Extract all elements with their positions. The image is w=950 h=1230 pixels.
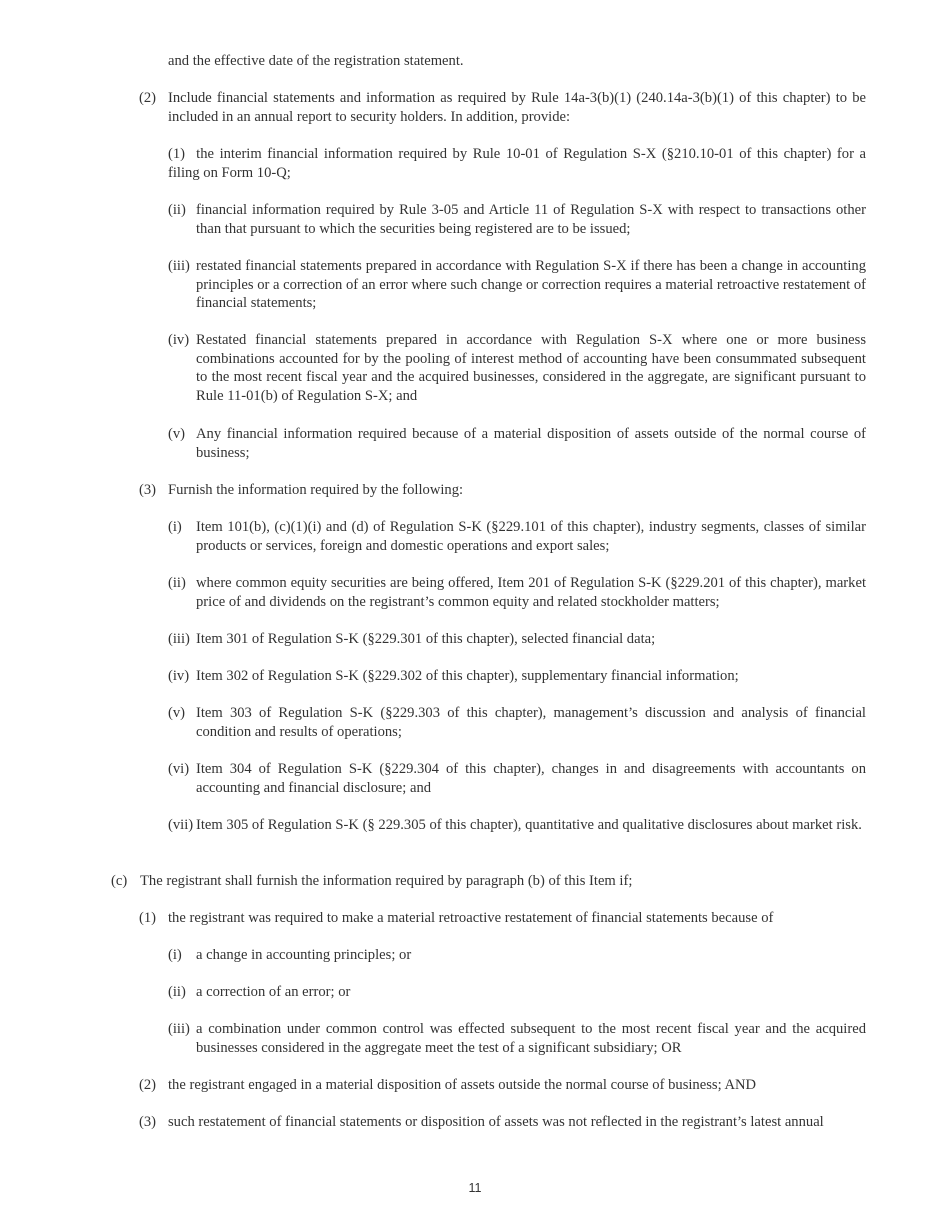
paragraph-text: a combination under common control was effected subsequent to the most recent fiscal year and the acquired businesses considered in the aggregate meet the test of a significant subsidiary; OR <box>196 1021 866 1056</box>
paragraph-marker: (i) <box>168 947 182 963</box>
paragraph-marker: (ii) <box>168 575 186 591</box>
paragraph-marker: (iii) <box>168 258 190 274</box>
paragraph-marker: (iii) <box>168 631 190 647</box>
paragraph-marker: (ii) <box>168 984 186 1000</box>
paragraph-marker: (vii) <box>168 817 194 833</box>
paragraph-c1 <box>139 909 866 928</box>
paragraph-text: Item 301 of Regulation S-K (§229.301 of this chapter), selected financial data; <box>196 631 656 647</box>
paragraph-text: a correction of an error; or <box>196 984 351 1000</box>
paragraph-marker: (iv) <box>168 668 190 684</box>
paragraph-text: Restated financial statements prepared in accordance with Regulation S-X where one or more business combinations accounted for by the pooling of interest method of accounting have been consummated subsequent to the most recent fiscal year and the acquired businesses, considered in the aggregate, are significant pursuant to Rule 11-01(b) of Regulation S-X; and <box>196 332 866 404</box>
paragraph-b2 <box>139 89 866 126</box>
paragraph-text: Item 101(b), (c)(1)(i) and (d) of Regulation S-K (§229.101 of this chapter), industry segments, classes of similar products or services, foreign and domestic operations and export sales; <box>196 519 866 554</box>
paragraph-marker: (2) <box>139 1077 157 1093</box>
paragraph-b2-item-2 <box>168 201 866 238</box>
paragraph-marker: (2) <box>139 90 157 106</box>
paragraph-marker: (c) <box>111 873 128 889</box>
paragraph-marker: (i) <box>168 519 182 535</box>
paragraph-c1-item-2 <box>168 983 866 1002</box>
paragraph-c <box>111 872 866 891</box>
paragraph-text: financial information required by Rule 3-05 and Article 11 of Regulation S-X with respect to transactions other than that pursuant to which the securities being registered are to be issued; <box>196 202 866 237</box>
paragraph-c2 <box>139 1076 866 1095</box>
paragraph-b3 <box>139 481 866 500</box>
paragraph-text: The registrant shall furnish the information required by paragraph (b) of this Item if; <box>140 873 633 889</box>
paragraph-b3-item-1 <box>168 518 866 555</box>
paragraph-b3-item-7 <box>168 816 866 835</box>
paragraph-b3-item-3 <box>168 630 866 649</box>
paragraph-b2-item-4 <box>168 331 866 405</box>
paragraph-b2-item-1 <box>168 145 866 182</box>
page-number: 11 <box>468 1181 482 1195</box>
paragraph-b2-item-3 <box>168 257 866 313</box>
paragraph-text: such restatement of financial statements or disposition of assets was not reflected in the registrant’s latest annual <box>168 1114 824 1130</box>
paragraph-c1-item-1 <box>168 946 866 965</box>
paragraph-b2-item-5 <box>168 425 866 462</box>
paragraph-text: Furnish the information required by the following: <box>168 482 464 498</box>
paragraph-text: the interim financial information required by Rule 10-01 of Regulation S-X (§210.10-01 of this chapter) for a filing on Form 10-Q; <box>168 146 866 181</box>
paragraph-marker: (3) <box>139 1114 157 1130</box>
paragraph-marker: (v) <box>168 705 186 721</box>
paragraph-b3-item-5 <box>168 704 866 741</box>
paragraph-text: Item 302 of Regulation S-K (§229.302 of this chapter), supplementary financial information; <box>196 668 739 684</box>
continuation-text: and the effective date of the registration statement. <box>168 53 464 69</box>
paragraph-marker: (iii) <box>168 1021 190 1037</box>
paragraph-text: a change in accounting principles; or <box>196 947 412 963</box>
paragraph-text: Item 305 of Regulation S-K (§ 229.305 of this chapter), quantitative and qualitative disclosures about market risk. <box>196 817 862 833</box>
paragraph-marker: (v) <box>168 426 186 442</box>
paragraph-c1-item-3 <box>168 1020 866 1057</box>
paragraph-text: Item 303 of Regulation S-K (§229.303 of this chapter), management’s discussion and analysis of financial condition and results of operations; <box>196 705 866 740</box>
paragraph-marker: (vi) <box>168 761 190 777</box>
paragraph-b3-item-6 <box>168 760 866 797</box>
paragraph-b3-item-2 <box>168 574 866 611</box>
paragraph-marker: (3) <box>139 482 157 498</box>
paragraph-marker: (1) <box>139 910 157 926</box>
paragraph-text: restated financial statements prepared in accordance with Regulation S-X if there has been a change in accounting principles or a correction of an error where such change or correction requires a material retroactive restatement of financial statements; <box>196 258 866 312</box>
paragraph-marker: (ii) <box>168 202 186 218</box>
paragraph-text: the registrant engaged in a material disposition of assets outside the normal course of business; AND <box>168 1077 757 1093</box>
paragraph-marker: (iv) <box>168 332 190 348</box>
paragraph-text: where common equity securities are being offered, Item 201 of Regulation S-K (§229.201 of this chapter), market price of and dividends on the registrant’s common equity and related stockholder matters; <box>196 575 866 610</box>
paragraph-text: the registrant was required to make a material retroactive restatement of financial statements because of <box>168 910 774 926</box>
paragraph-b3-item-4 <box>168 667 866 686</box>
paragraph-text: Any financial information required because of a material disposition of assets outside of the normal course of business; <box>196 426 866 461</box>
paragraph-text: Item 304 of Regulation S-K (§229.304 of this chapter), changes in and disagreements with accountants on accounting and financial disclosure; and <box>196 761 866 796</box>
paragraph-c3 <box>139 1113 866 1132</box>
paragraph-text: Include financial statements and information as required by Rule 14a-3(b)(1) (240.14a-3(b)(1) of this chapter) to be included in an annual report to security holders. In addition, provide: <box>168 90 866 125</box>
paragraph-marker: (1) <box>168 146 186 162</box>
